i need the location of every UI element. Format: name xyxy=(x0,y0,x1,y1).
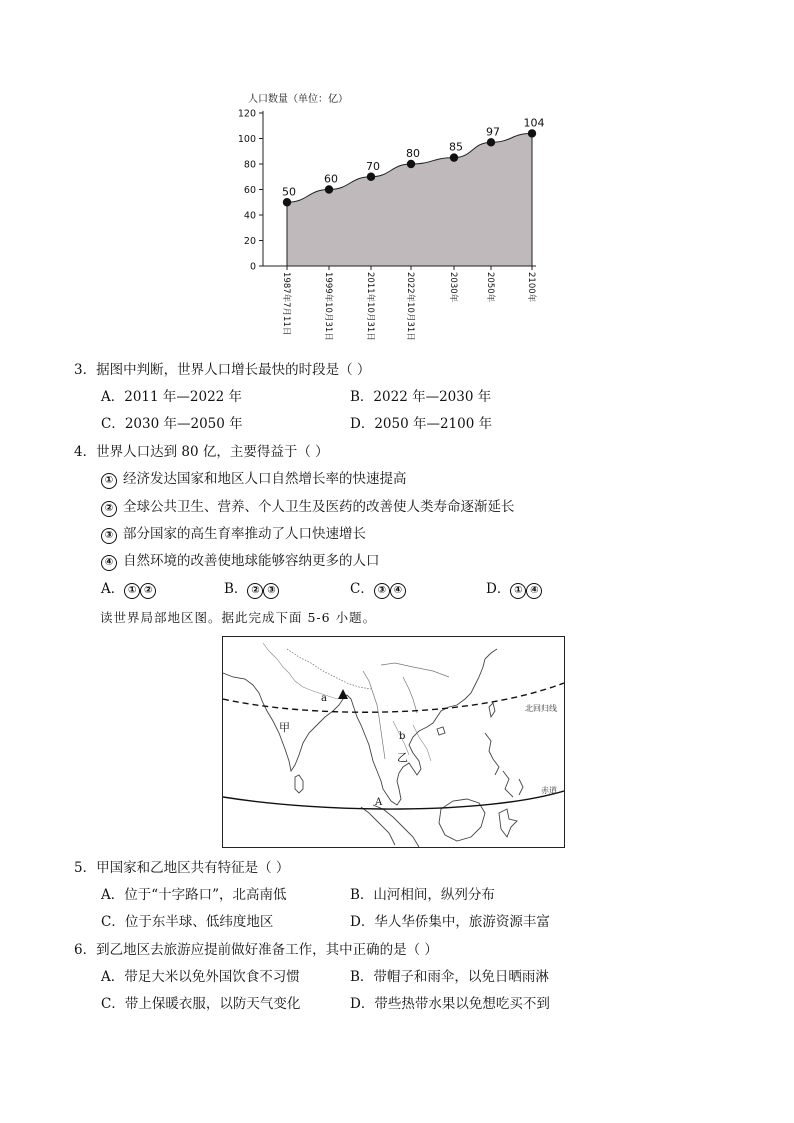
map-label-yi: 乙 xyxy=(397,751,408,764)
map-svg xyxy=(223,637,564,847)
q6-option-b: B．带帽子和雨伞，以免日晒雨淋 xyxy=(350,969,549,985)
data-value-label: 104 xyxy=(523,116,545,130)
q3-option-b: B．2022 年—2030 年 xyxy=(350,389,492,405)
q4-option-a xyxy=(101,580,156,599)
hainan-island xyxy=(437,727,445,735)
taiwan-island xyxy=(489,703,495,717)
circled-number-mark: ④ xyxy=(390,583,406,599)
circled-number-mark: ③ xyxy=(263,583,279,599)
y-tick-label: 120 xyxy=(237,108,256,120)
question-3-stem: 3．据图中判断，世界人口增长最快的时段是（ ） xyxy=(74,362,371,378)
data-value-label: 50 xyxy=(282,185,296,199)
south-asia-map xyxy=(222,636,565,848)
y-tick-label: 40 xyxy=(243,210,256,222)
data-point xyxy=(487,138,495,146)
data-value-label: 70 xyxy=(366,159,380,173)
q6-option-c: C．带上保暖衣服，以防天气变化 xyxy=(101,996,301,1012)
river-path xyxy=(403,677,417,713)
q3-option-a: A．2011 年—2022 年 xyxy=(101,389,243,405)
statement-text: 自然环境的改善使地球能够容纳更多的人口 xyxy=(123,553,380,569)
q4-statement-3 xyxy=(101,525,366,544)
circled-number-mark: ① xyxy=(124,583,140,599)
statement-text: 部分国家的高生育率推动了人口快速增长 xyxy=(123,526,366,542)
q5-option-d: D．华人华侨集中，旅游资源丰富 xyxy=(350,914,550,930)
y-tick-label: 20 xyxy=(243,236,256,247)
option-letter: D． xyxy=(486,581,511,597)
q4-option-d xyxy=(486,580,542,599)
map-label-jia: 甲 xyxy=(279,721,290,734)
circled-number-mark: ② xyxy=(247,583,263,599)
option-letter: A． xyxy=(101,581,125,597)
y-tick-label: 100 xyxy=(237,134,256,145)
data-point xyxy=(325,185,333,193)
circled-number-mark: ① xyxy=(510,583,526,599)
x-tick-label: 1987年7月11日 xyxy=(281,272,291,336)
population-chart-svg xyxy=(228,88,558,350)
circled-number-mark: ③ xyxy=(374,583,390,599)
river-path xyxy=(381,663,449,677)
y-tick-label: 80 xyxy=(243,159,256,171)
data-point xyxy=(528,129,536,137)
data-point xyxy=(407,160,415,168)
data-point xyxy=(367,173,375,181)
question-4-stem: 4．世界人口达到 80 亿，主要得益于（ ） xyxy=(74,444,329,460)
mountain-peak-icon xyxy=(338,689,348,699)
population-chart xyxy=(228,88,558,350)
statement-text: 全球公共卫生、营养、个人卫生及医药的改善使人类寿命逐渐延长 xyxy=(123,499,515,515)
river-path xyxy=(363,671,385,759)
statement-text: 经济发达国家和地区人口自然增长率的快速提高 xyxy=(123,471,407,487)
map-label-b: b xyxy=(399,731,406,742)
q5-option-c: C．位于东半球、低纬度地区 xyxy=(101,914,274,930)
mountain-range-path xyxy=(287,649,371,689)
map-label-tropic: 北回归线 xyxy=(525,704,557,713)
q5-option-b: B．山河相间，纵列分布 xyxy=(350,887,495,903)
tropic-of-cancer-line xyxy=(223,683,564,712)
q6-option-a: A．带足大米以免外国饮食不习惯 xyxy=(101,969,300,985)
map-label-equator: 赤道 xyxy=(541,786,557,795)
chart-title: 人口数量（单位：亿） xyxy=(248,94,348,105)
question-6-stem: 6．到乙地区去旅游应提前做好准备工作，其中正确的是（ ） xyxy=(74,942,438,958)
x-tick-label: 2022年10月31日 xyxy=(405,272,415,341)
circled-number-mark: ② xyxy=(101,501,117,517)
q4-option-b xyxy=(224,580,279,599)
x-tick-label: 1999年10月31日 xyxy=(323,272,333,341)
x-tick-label: 2011年10月31日 xyxy=(365,272,375,341)
circled-number-mark: ① xyxy=(101,473,117,489)
q4-option-c xyxy=(350,580,406,599)
coastline-path xyxy=(223,649,497,805)
equator-line xyxy=(223,791,564,809)
sumatra-island xyxy=(373,805,419,847)
data-value-label: 97 xyxy=(486,125,500,139)
data-value-label: 60 xyxy=(324,172,338,186)
data-value-label: 80 xyxy=(406,147,420,160)
sri-lanka-island xyxy=(295,775,303,793)
x-tick-label: 2100年 xyxy=(526,272,536,303)
map-label-A: A xyxy=(375,797,383,808)
data-value-label: 85 xyxy=(449,140,463,154)
sumatra-island xyxy=(361,807,395,845)
question-5-stem: 5．甲国家和乙地区共有特征是（ ） xyxy=(74,860,290,876)
q3-option-c: C．2030 年—2050 年 xyxy=(101,416,243,432)
q3-option-d: D．2050 年—2100 年 xyxy=(350,416,493,432)
circled-number-mark: ④ xyxy=(526,583,542,599)
q4-statement-1 xyxy=(101,470,407,489)
x-tick-label: 2030年 xyxy=(448,272,458,303)
circled-number-mark: ② xyxy=(140,583,156,599)
y-tick-label: 60 xyxy=(243,185,256,196)
q5-option-a: A．位于“十字路口”，北高南低 xyxy=(101,887,287,903)
q6-option-d: D．带些热带水果以免想吃买不到 xyxy=(350,996,550,1012)
x-tick-label: 2050年 xyxy=(485,272,495,303)
data-point xyxy=(450,153,458,161)
q4-statement-2 xyxy=(101,498,515,517)
map-label-a: a xyxy=(321,693,327,704)
circled-number-mark: ④ xyxy=(101,555,117,571)
q4-statement-4 xyxy=(101,552,380,571)
data-point xyxy=(283,198,291,206)
intro-questions-5-6: 读世界局部地区图。据此完成下面 5-6 小题。 xyxy=(100,610,377,625)
option-letter: C． xyxy=(350,581,374,597)
circled-number-mark: ③ xyxy=(101,528,117,544)
sulawesi-island xyxy=(499,809,517,837)
philippines-islands xyxy=(485,733,523,797)
option-letter: B． xyxy=(224,581,248,597)
border-path xyxy=(263,643,345,699)
y-tick-label: 0 xyxy=(249,261,256,273)
